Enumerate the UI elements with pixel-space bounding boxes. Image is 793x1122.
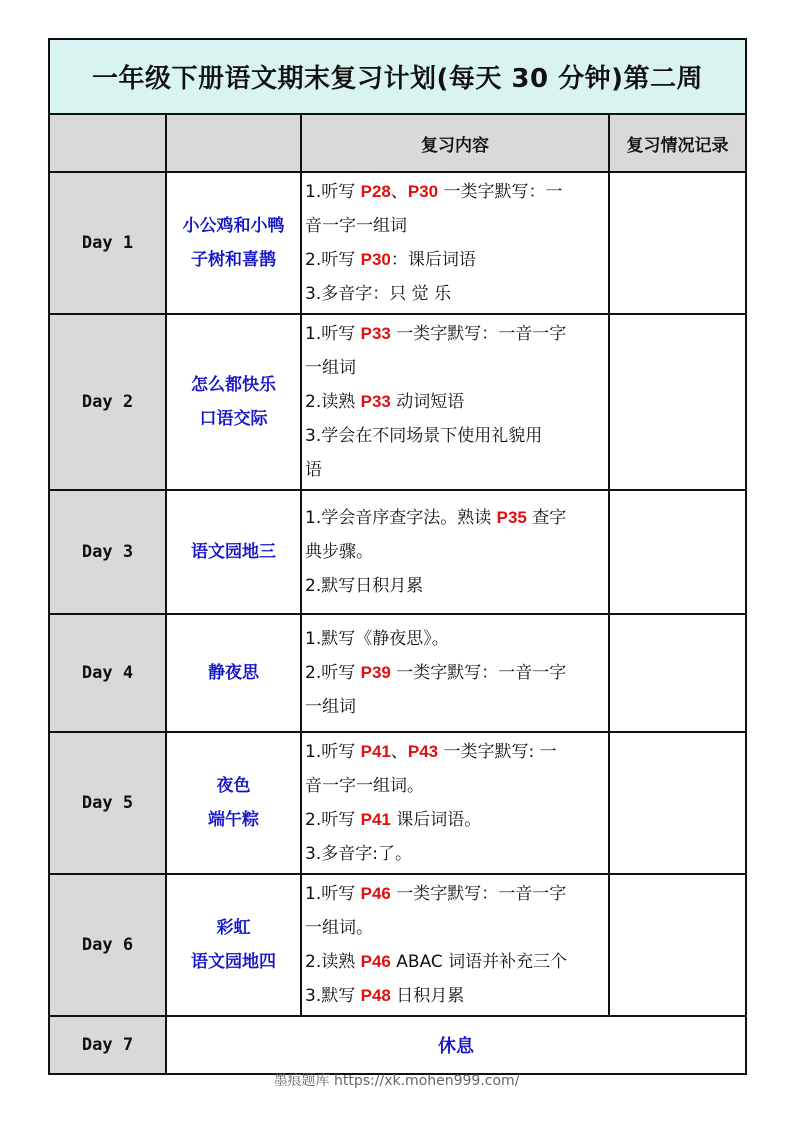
content-text: 1.默写《静夜思》。 [305,629,449,649]
lesson-name: 语文园地四 [191,952,276,972]
content-line [305,175,608,209]
content-line [305,453,608,487]
content-text: 典步骤。 [305,542,373,562]
page-ref: P35 [496,508,527,527]
header-record: 复习情况记录 [609,114,746,172]
content-line [305,911,608,945]
content-line [305,385,608,419]
header-day [49,114,166,172]
review-content [301,314,609,490]
content-text: 查字 [526,508,567,528]
content-text: 2.读熟 [305,952,361,972]
header-row [49,114,746,172]
content-text: 动词短语 [390,392,465,412]
content-text: ABAC 词语并补充三个 [390,952,568,972]
page-ref: P30 [407,182,439,201]
page-ref: P43 [407,742,439,761]
content-line [305,837,608,871]
content-text: 一组词 [305,358,356,378]
content-text: 音一字一组词。 [305,776,424,796]
lesson-name: 静夜思 [208,663,259,683]
content-text: 一类字默写：一 [438,182,563,202]
page-ref: P30 [360,250,391,269]
content-line [305,317,608,351]
content-line [305,209,608,243]
page-ref: P39 [360,663,391,682]
content-line [305,979,608,1013]
review-content [301,490,609,614]
content-line [305,535,608,569]
table-row [49,874,746,1016]
page-ref: P33 [360,392,391,411]
title-row [49,39,746,114]
content-text: 1.学会音序查字法。熟读 [305,508,497,528]
content-line [305,769,608,803]
lesson-names [166,874,301,1016]
lesson-name: 口语交际 [199,409,268,429]
lesson-name: 小公鸡和小鸭 [182,216,285,236]
lesson-name: 怎么都快乐 [191,375,276,395]
page-ref: P41 [360,742,391,761]
page-ref: P41 [360,810,391,829]
page-ref: P48 [360,986,391,1005]
content-line [305,277,608,311]
day-label: Day 7 [49,1016,166,1074]
page-ref: P46 [360,952,391,971]
review-plan-table [48,38,747,1075]
table-row [49,732,746,874]
review-plan-sheet [48,38,745,1075]
record-cell[interactable] [609,614,746,732]
record-cell[interactable] [609,314,746,490]
content-line [305,690,608,724]
content-text: 一类字默写：一音一字 [390,663,567,683]
lesson-name: 子树和喜鹊 [191,250,276,270]
header-content: 复习内容 [301,114,609,172]
content-line [305,945,608,979]
review-content [301,732,609,874]
footer-watermark: 墨痕题库 https://xk.mohen999.com/ [273,1073,520,1089]
lesson-names [166,614,301,732]
record-cell[interactable] [609,172,746,314]
content-text: 日积月累 [390,986,465,1006]
content-text: 2.默写日积月累 [305,576,424,596]
content-line [305,569,608,603]
table-row-day7 [49,1016,746,1074]
content-text: 一组词。 [305,918,373,938]
content-text: 1.听写 [305,742,361,762]
content-line [305,877,608,911]
record-cell[interactable] [609,490,746,614]
lesson-name: 夜色 [216,776,251,796]
lesson-names [166,732,301,874]
page-ref: P46 [360,884,391,903]
content-text: 3.默写 [305,986,361,1006]
content-line [305,501,608,535]
content-text: 3.多音字:了。 [305,844,412,864]
content-line [305,419,608,453]
content-line [305,243,608,277]
content-line [305,735,608,769]
table-row [49,490,746,614]
content-line [305,622,608,656]
content-text: 音一字一组词 [305,216,407,236]
content-text: 3.多音字：只 觉 乐 [305,284,452,304]
review-content [301,614,609,732]
content-text: 2.读熟 [305,392,361,412]
header-lesson [166,114,301,172]
day-label: Day 1 [49,172,166,314]
day-label: Day 6 [49,874,166,1016]
page-ref: P33 [360,324,391,343]
table-row [49,172,746,314]
day-label: Day 2 [49,314,166,490]
table-row [49,314,746,490]
content-text: 2.听写 [305,663,361,683]
content-line [305,351,608,385]
record-cell[interactable] [609,874,746,1016]
content-text: 2.听写 [305,250,361,270]
content-text: 1.听写 [305,324,361,344]
day-label: Day 5 [49,732,166,874]
day-label: Day 4 [49,614,166,732]
lesson-names [166,314,301,490]
content-line [305,656,608,690]
content-text: 一组词 [305,697,356,717]
content-text: 1.听写 [305,182,361,202]
content-text: 语 [305,460,322,480]
page-title: 一年级下册语文期末复习计划(每天 30 分钟)第二周 [49,39,746,114]
content-text: 、 [390,182,408,202]
content-text: 课后词语。 [390,810,482,830]
content-text: 、 [390,742,408,762]
lesson-name: 端午粽 [208,810,259,830]
content-text: 2.听写 [305,810,361,830]
content-text: 一类字默写：一音一字 [390,884,567,904]
table-row [49,614,746,732]
review-content [301,172,609,314]
record-cell[interactable] [609,732,746,874]
content-text: 3.学会在不同场景下使用礼貌用 [305,426,543,446]
lesson-names [166,172,301,314]
review-content [301,874,609,1016]
rest-label: 休息 [166,1016,746,1074]
lesson-name: 彩虹 [216,918,251,938]
day-label: Day 3 [49,490,166,614]
content-text: ：课后词语 [390,250,476,270]
content-line [305,803,608,837]
lesson-names [166,490,301,614]
content-text: 一类字默写: 一 [438,742,557,762]
content-text: 1.听写 [305,884,361,904]
lesson-name: 语文园地三 [191,542,276,562]
page-ref: P28 [360,182,391,201]
content-text: 一类字默写：一音一字 [390,324,567,344]
